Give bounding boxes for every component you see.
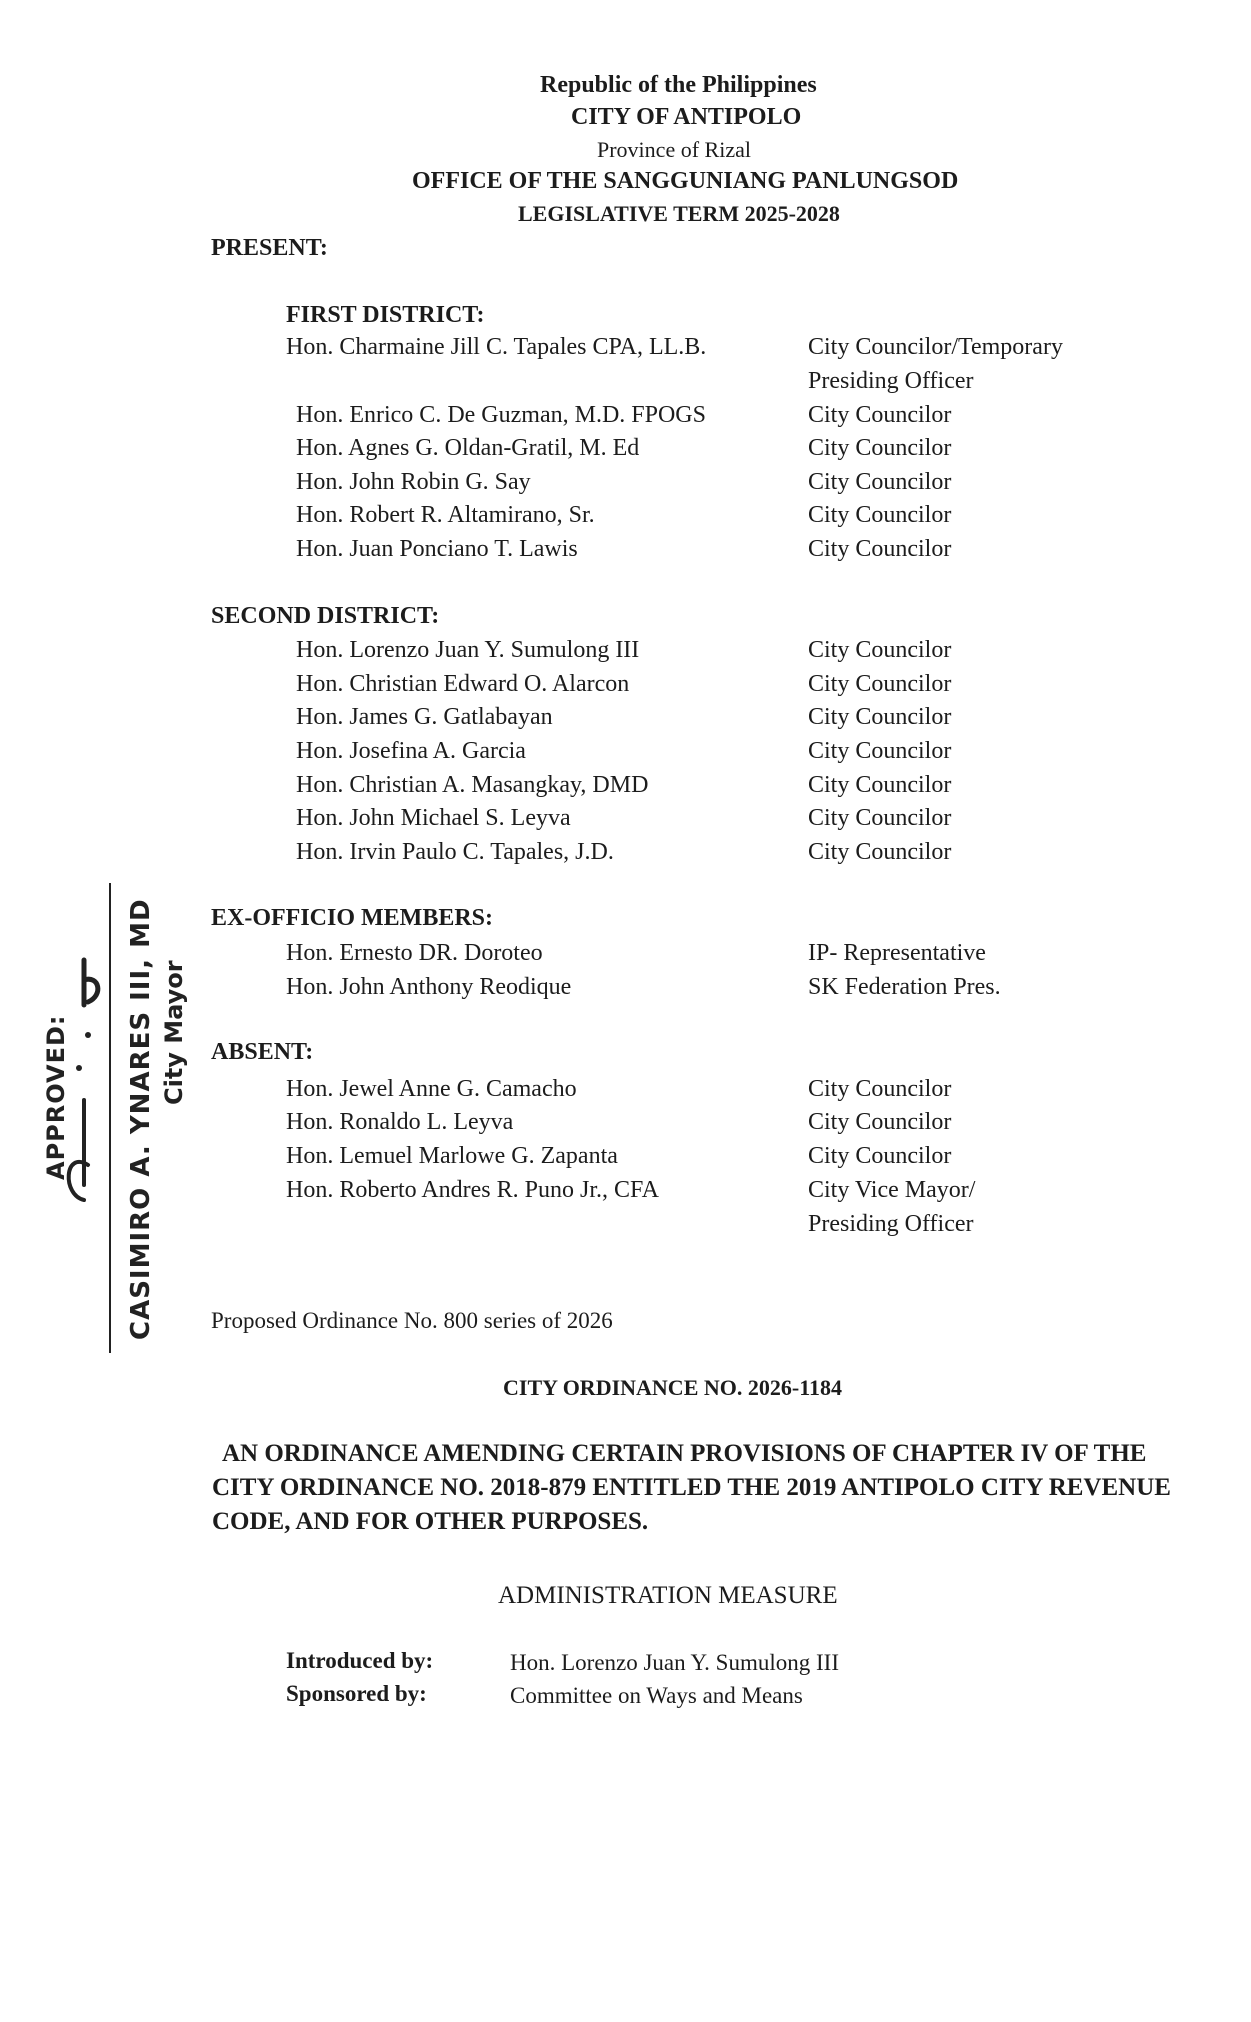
member-name: Hon. Christian Edward O. Alarcon <box>296 671 630 697</box>
member-role: City Councilor <box>808 402 952 428</box>
administration-measure: ADMINISTRATION MEASURE <box>498 1582 838 1609</box>
member-name: Hon. Charmaine Jill C. Tapales CPA, LL.B. <box>286 334 707 360</box>
ordinance-title-line-1: AN ORDINANCE AMENDING CERTAIN PROVISIONS OF CHAPTER IV OF THE <box>222 1440 1147 1467</box>
member-role: City Councilor <box>808 1143 952 1169</box>
sponsored-by-value: Committee on Ways and Means <box>510 1683 803 1708</box>
ordinance-title-line-2: CITY ORDINANCE NO. 2018-879 ENTITLED THE 2019 ANTIPOLO CITY REVENUE <box>212 1474 1171 1501</box>
sponsored-by-label: Sponsored by: <box>286 1681 427 1706</box>
member-name: Hon. Christian A. Masangkay, DMD <box>296 772 649 798</box>
first-district-label: FIRST DISTRICT: <box>286 302 485 328</box>
stamp-approved: APPROVED: <box>42 1014 70 1180</box>
member-role: City Councilor <box>808 502 952 528</box>
member-role: City Councilor <box>808 1076 952 1102</box>
member-role: City Councilor <box>808 704 952 730</box>
member-role-line2: Presiding Officer <box>808 368 974 394</box>
member-name: Hon. John Anthony Reodique <box>286 974 572 1000</box>
member-name: Hon. Robert R. Altamirano, Sr. <box>296 502 595 528</box>
member-name: Hon. Josefina A. Garcia <box>296 738 526 764</box>
member-role: SK Federation Pres. <box>808 974 1001 1000</box>
member-name: Hon. Jewel Anne G. Camacho <box>286 1076 577 1102</box>
member-name: Hon. James G. Gatlabayan <box>296 704 553 730</box>
introduced-by-label: Introduced by: <box>286 1648 434 1673</box>
member-name: Hon. Irvin Paulo C. Tapales, J.D. <box>296 839 614 865</box>
header-office: OFFICE OF THE SANGGUNIANG PANLUNGSOD <box>412 168 959 194</box>
member-name: Hon. Roberto Andres R. Puno Jr., CFA <box>286 1177 659 1203</box>
proposed-ordinance: Proposed Ordinance No. 800 series of 2026 <box>211 1308 613 1333</box>
member-name: Hon. John Robin G. Say <box>296 469 531 495</box>
ex-officio-label: EX-OFFICIO MEMBERS: <box>211 905 493 931</box>
member-role: City Councilor/Temporary <box>808 334 1063 360</box>
member-role: City Councilor <box>808 1109 952 1135</box>
member-role: City Vice Mayor/ <box>808 1177 976 1203</box>
ordinance-title-line-3: CODE, AND FOR OTHER PURPOSES. <box>212 1508 649 1535</box>
member-role: City Councilor <box>808 435 952 461</box>
ordinance-number: CITY ORDINANCE NO. 2026-1184 <box>503 1375 842 1400</box>
member-name: Hon. Juan Ponciano T. Lawis <box>296 536 578 562</box>
header-republic: Republic of the Philippines <box>540 72 817 98</box>
header-city: CITY OF ANTIPOLO <box>571 104 802 130</box>
signature-mark <box>44 950 114 1230</box>
second-district-label: SECOND DISTRICT: <box>211 603 440 629</box>
header-province: Province of Rizal <box>597 137 751 162</box>
member-role-line2: Presiding Officer <box>808 1211 974 1237</box>
member-role: City Councilor <box>808 839 952 865</box>
member-role: City Councilor <box>808 671 952 697</box>
member-role: IP- Representative <box>808 940 986 966</box>
absent-label: ABSENT: <box>211 1039 314 1065</box>
member-role: City Councilor <box>808 738 952 764</box>
member-role: City Councilor <box>808 772 952 798</box>
member-role: City Councilor <box>808 637 952 663</box>
member-name: Hon. Ronaldo L. Leyva <box>286 1109 514 1135</box>
stamp-mayor-title: City Mayor <box>160 960 188 1105</box>
present-label: PRESENT: <box>211 235 328 261</box>
member-role: City Councilor <box>808 536 952 562</box>
member-name: Hon. Ernesto DR. Doroteo <box>286 940 543 966</box>
member-name: Hon. Enrico C. De Guzman, M.D. FPOGS <box>296 402 706 428</box>
introduced-by-value: Hon. Lorenzo Juan Y. Sumulong III <box>510 1650 839 1675</box>
member-name: Hon. Lemuel Marlowe G. Zapanta <box>286 1143 618 1169</box>
member-role: City Councilor <box>808 469 952 495</box>
member-name: Hon. John Michael S. Leyva <box>296 805 571 831</box>
header-term: LEGISLATIVE TERM 2025-2028 <box>518 201 840 226</box>
member-role: City Councilor <box>808 805 952 831</box>
member-name: Hon. Agnes G. Oldan-Gratil, M. Ed <box>296 435 640 461</box>
member-name: Hon. Lorenzo Juan Y. Sumulong III <box>296 637 640 663</box>
stamp-mayor-name: CASIMIRO A. YNARES III, MD <box>126 898 156 1340</box>
